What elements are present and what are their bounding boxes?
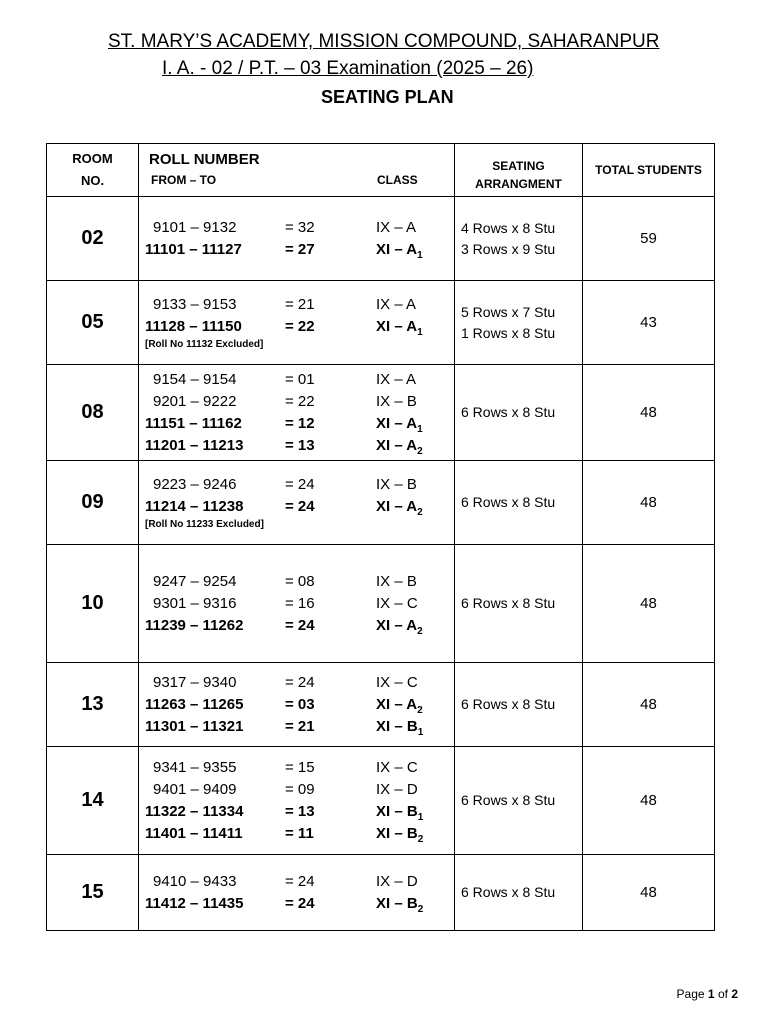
roll-range-line [139,369,454,391]
roll-range-line [139,496,454,518]
total-students: 48 [583,663,715,747]
class-name [376,241,423,261]
total-students: 48 [583,855,715,931]
room-number: 14 [47,747,139,855]
roll-range: 11322 – 11334 [145,802,244,820]
class-label: IX – C [376,594,418,612]
table-row [47,197,715,281]
student-count: = 22 [285,317,315,335]
class-section-subscript: 1 [417,726,424,738]
document-title: SEATING PLAN [321,87,454,107]
class-label: IX – D [376,780,418,798]
room-number: 09 [47,461,139,545]
header-room-no-label: NO. [80,173,105,188]
roll-range-line [139,694,454,716]
table-row [47,281,715,365]
student-count: = 13 [285,802,315,820]
student-count: = 27 [285,240,315,258]
student-count: = 24 [285,497,315,515]
class-name [376,393,417,410]
class-section-subscript: 1 [417,326,423,338]
table-row [47,461,715,545]
roll-range-line [139,672,454,694]
student-count: = 22 [285,392,315,410]
class-name [376,498,423,518]
page-footer [677,987,738,1001]
class-name [376,415,423,435]
class-name [376,573,417,590]
table-row [47,365,715,461]
roll-range-line [139,823,454,845]
class-section-subscript: 1 [417,423,423,435]
class-label: XI – A [376,317,418,335]
roll-range: 9201 – 9222 [153,392,237,410]
class-name [376,696,423,716]
roll-range: 11239 – 11262 [145,616,244,634]
roll-range-line [139,239,454,261]
class-label: IX – A [376,295,417,313]
roll-range-line [139,316,454,338]
class-name [376,825,423,845]
exclusion-note: [Roll No 11233 Excluded] [145,518,264,530]
roll-range-cell [139,747,455,855]
header-room-label: ROOM [72,151,113,166]
student-count: = 32 [285,218,315,236]
school-title: ST. MARY’S ACADEMY, MISSION COMPOUND, SAHARANPUR [108,31,660,52]
roll-range-cell [139,855,455,931]
seating-arrangement [455,747,583,855]
table-row [47,855,715,931]
student-count: = 08 [285,572,315,590]
student-count: = 13 [285,436,315,454]
class-label: IX – B [376,475,417,493]
roll-range-line [139,474,454,496]
roll-range: 9301 – 9316 [153,594,237,612]
roll-range-line [139,294,454,316]
seating-line: 3 Rows x 9 Stu [461,240,556,257]
seating-arrangement [455,855,583,931]
student-count: = 24 [285,673,315,691]
seating-arrangement [455,281,583,365]
total-students: 59 [583,197,715,281]
header-from-to: FROM – TO [151,173,217,187]
table-row [47,545,715,663]
roll-range: 11214 – 11238 [145,497,244,515]
seating-line: 6 Rows x 8 Stu [461,595,556,611]
header-class: CLASS [377,173,418,187]
seating-arrangement [455,461,583,545]
roll-range: 11201 – 11213 [145,436,244,454]
roll-range: 9101 – 9132 [153,218,237,236]
header-roll-number [139,144,455,197]
class-section-subscript: 2 [417,833,424,845]
class-label: IX – C [376,758,418,776]
class-label: XI – B [376,894,418,912]
class-label: XI – A [376,240,418,258]
roll-range: 11151 – 11162 [145,414,242,432]
room-number: 02 [47,197,139,281]
roll-range: 9247 – 9254 [153,572,237,590]
roll-range-cell [139,281,455,365]
seating-arrangement [455,663,583,747]
roll-range-line [139,391,454,413]
exclusion-note: [Roll No 11132 Excluded] [145,338,264,350]
roll-range-line [139,615,454,637]
seating-line: 1 Rows x 8 Stu [461,324,556,341]
student-count: = 09 [285,780,315,798]
class-name [376,873,418,890]
roll-range-line [139,716,454,738]
roll-range: 11263 – 11265 [145,695,244,713]
roll-range-cell [139,545,455,663]
student-count: = 24 [285,616,315,634]
class-name [376,595,418,612]
roll-range-line [139,757,454,779]
roll-range: 9401 – 9409 [153,780,237,798]
class-name [376,437,423,457]
table-body [47,197,715,931]
seating-arrangement [455,365,583,461]
room-number: 13 [47,663,139,747]
total-students: 48 [583,461,715,545]
roll-range-line [139,593,454,615]
roll-range: 11401 – 11411 [145,824,243,842]
roll-range-line [139,779,454,801]
exam-title: I. A. - 02 / P.T. – 03 Examination (2025 – 26) [162,58,534,79]
class-name [376,803,423,823]
class-name [376,895,423,915]
seating-line: 6 Rows x 8 Stu [461,494,556,510]
room-number: 08 [47,365,139,461]
roll-range: 11128 – 11150 [145,317,242,335]
class-label: IX – B [376,392,417,410]
class-section-subscript: 2 [417,625,423,637]
roll-range-cell [139,663,455,747]
class-name [376,718,423,738]
class-section-subscript: 1 [417,249,423,261]
roll-range: 11101 – 11127 [145,240,242,258]
table-row [47,747,715,855]
seating-line: 6 Rows x 8 Stu [461,696,556,712]
class-name [376,617,423,637]
class-name [376,476,417,493]
class-section-subscript: 2 [417,704,423,716]
student-count: = 11 [285,824,314,842]
class-label: IX – B [376,572,417,590]
class-name [376,371,416,388]
roll-range-cell [139,461,455,545]
class-name [376,318,423,338]
student-count: = 03 [285,695,315,713]
roll-range: 9341 – 9355 [153,758,237,776]
roll-range-line [139,893,454,915]
seating-line: 4 Rows x 8 Stu [461,219,556,236]
room-number: 10 [47,545,139,663]
table-row [47,663,715,747]
class-section-subscript: 2 [417,445,423,457]
student-count: = 01 [285,370,315,388]
class-label: XI – A [376,436,418,454]
roll-range-line [139,413,454,435]
room-number: 05 [47,281,139,365]
header-arrangement-label: ARRANGMENT [475,177,562,191]
student-count: = 21 [285,717,315,735]
roll-range-line [139,435,454,457]
class-label: XI – B [376,717,418,735]
page-total: 2 [731,987,738,1001]
roll-range: 9410 – 9433 [153,872,237,890]
page-of-label: of [717,987,728,1001]
class-name [376,781,418,798]
student-count: = 12 [285,414,315,432]
header-seating [455,144,583,197]
class-section-subscript: 1 [417,811,424,823]
roll-range-line [139,801,454,823]
seating-line: 5 Rows x 7 Stu [461,303,556,320]
student-count: = 21 [285,295,315,313]
student-count: = 24 [285,894,315,912]
class-name [376,674,418,691]
class-label: XI – A [376,414,418,432]
roll-range: 9317 – 9340 [153,673,237,691]
roll-range: 11301 – 11321 [145,717,244,735]
student-count: = 24 [285,475,315,493]
table-header-row [47,144,715,197]
student-count: = 15 [285,758,315,776]
class-label: IX – D [376,872,418,890]
total-students: 48 [583,365,715,461]
class-label: XI – A [376,616,418,634]
roll-range: 11412 – 11435 [145,894,244,912]
header-room-no [47,144,139,197]
roll-range: 9133 – 9153 [153,295,237,313]
seating-line: 6 Rows x 8 Stu [461,792,556,808]
class-name [376,219,416,236]
seating-plan-table [46,143,715,931]
class-label: IX – A [376,218,417,236]
page-label: Page [676,987,705,1001]
roll-range-line [139,217,454,239]
student-count: = 24 [285,872,315,890]
class-name [376,296,416,313]
class-label: IX – C [376,673,418,691]
class-section-subscript: 2 [417,506,423,518]
class-label: IX – A [376,370,417,388]
roll-range: 9154 – 9154 [153,370,237,388]
class-label: XI – A [376,497,418,515]
roll-range-line [139,571,454,593]
header-roll-label: ROLL NUMBER [149,151,260,168]
roll-range-cell [139,365,455,461]
seating-line: 6 Rows x 8 Stu [461,404,556,420]
header-total-students: TOTAL STUDENTS [583,144,715,197]
student-count: = 16 [285,594,315,612]
roll-range: 9223 – 9246 [153,475,237,493]
header-seating-label: SEATING [492,159,545,173]
total-students: 48 [583,545,715,663]
seating-arrangement [455,545,583,663]
roll-range-line [139,871,454,893]
room-number: 15 [47,855,139,931]
seating-arrangement [455,197,583,281]
class-name [376,759,418,776]
class-label: XI – A [376,695,418,713]
class-section-subscript: 2 [417,903,424,915]
seating-line: 6 Rows x 8 Stu [461,884,556,900]
class-label: XI – B [376,802,418,820]
class-label: XI – B [376,824,418,842]
total-students: 43 [583,281,715,365]
total-students: 48 [583,747,715,855]
page-number: 1 [707,987,715,1001]
roll-range-cell [139,197,455,281]
